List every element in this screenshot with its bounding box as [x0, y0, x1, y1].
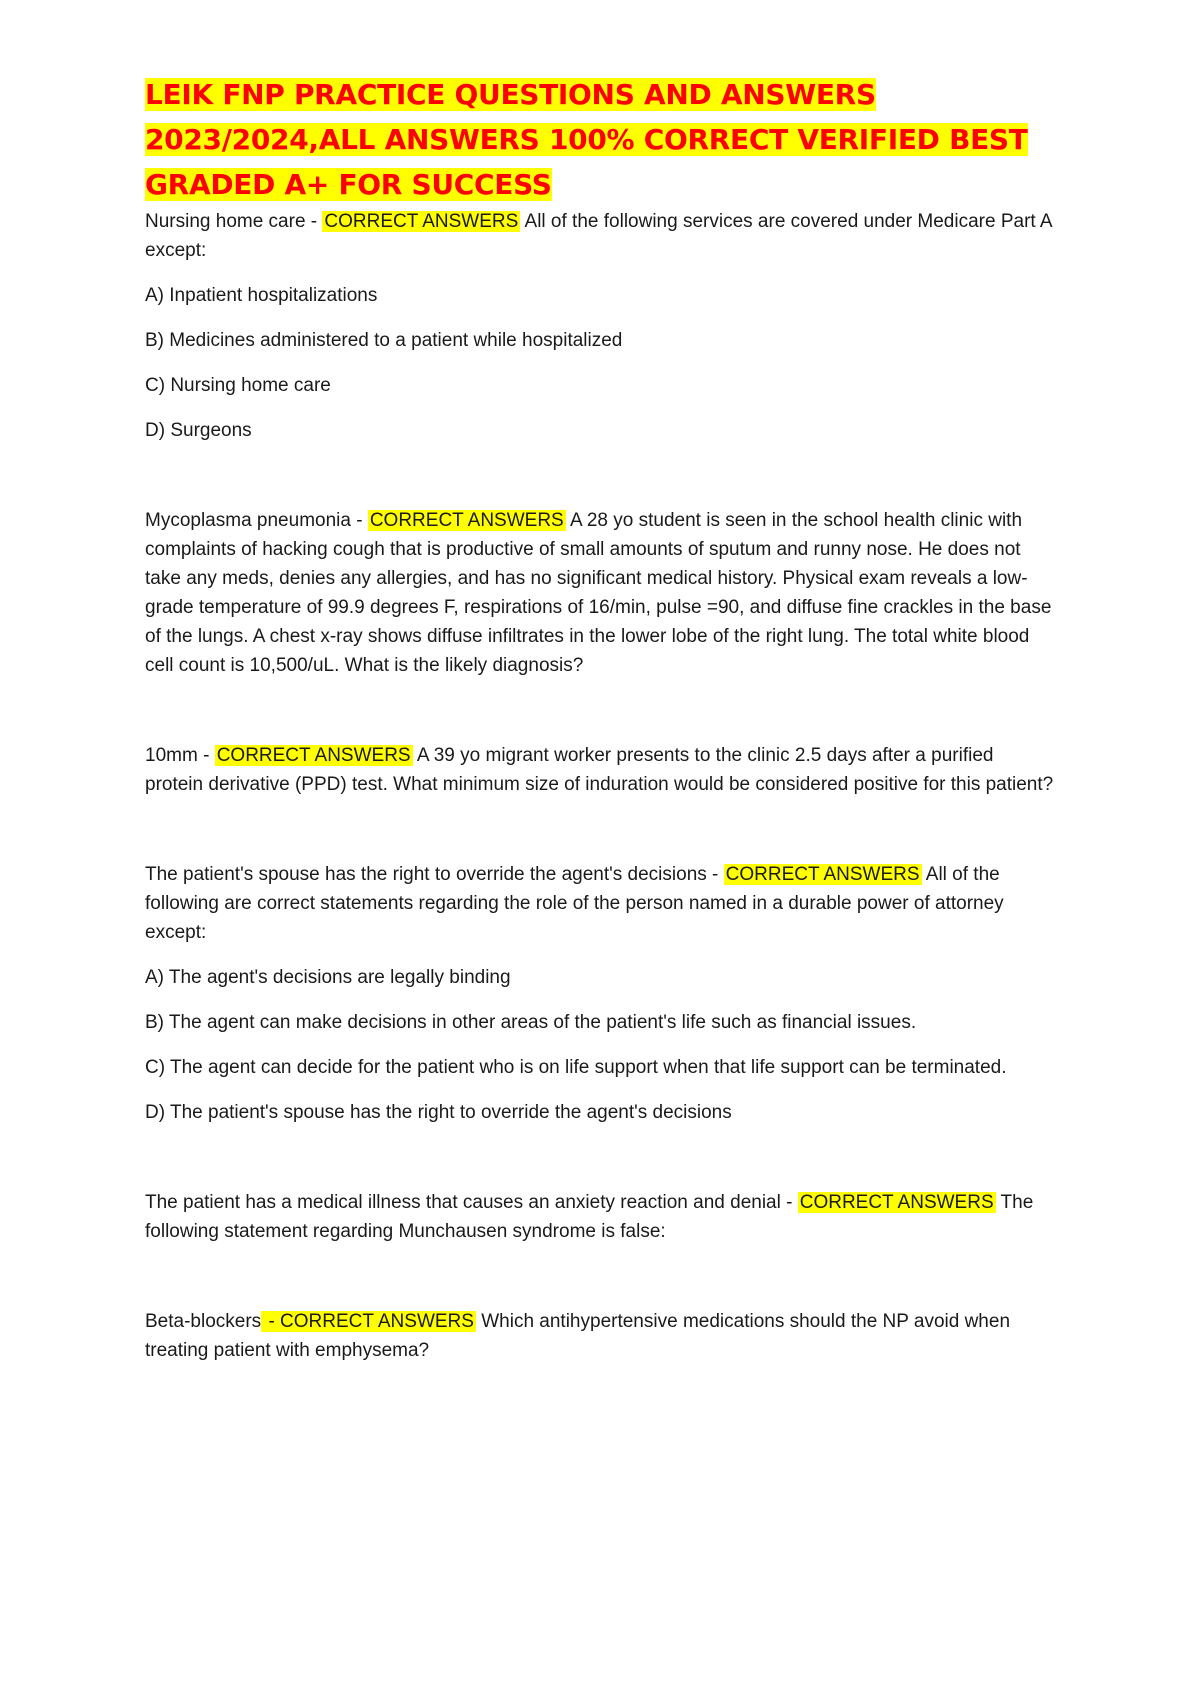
correct-answers-tag: CORRECT ANSWERS — [216, 745, 411, 766]
qa-item-1 — [145, 207, 1055, 265]
question-text: The following statement regarding Munchausen syndrome is false: — [145, 1192, 1034, 1242]
qa-item-4 — [145, 860, 1055, 947]
qa-item-5 — [145, 1188, 1055, 1246]
question-text: All of the following are correct statements regarding the role of the person named in a durable power of attorney except: — [145, 864, 1004, 943]
answer-text: Beta-blockers — [145, 1311, 262, 1332]
correct-answers-tag: CORRECT ANSWERS — [799, 1192, 994, 1213]
question-text: Which antihypertensive medications should the NP avoid when treating patient with emphysema? — [145, 1311, 1011, 1361]
qa-item-6 — [145, 1307, 1055, 1365]
option-a: A) Inpatient hospitalizations — [145, 285, 378, 306]
option-b: B) Medicines administered to a patient while hospitalized — [145, 330, 623, 351]
document-content — [145, 72, 1055, 1365]
question-text: A 28 yo student is seen in the school health clinic with complaints of hacking cough that is productive of small amounts of sputum and runny nose. He does not take any meds, denies any allergies, and has no significant medical history. Physical exam reveals a low-grade temperature of 99.9 degrees F, respirations of 16/min, pulse =90, and diffuse fine crackles in the base of the lungs. A chest x-ray shows diffuse infiltrates in the lower lobe of the right lung. The total white blood cell count is 10,500/uL. What is the likely diagnosis? — [145, 510, 1052, 676]
correct-answers-tag: CORRECT ANSWERS — [324, 211, 519, 232]
question-text: A 39 yo migrant worker presents to the clinic 2.5 days after a purified protein derivative (PPD) test. What minimum size of induration would be considered positive for this patient? — [145, 745, 1054, 795]
answer-text: 10mm - — [145, 745, 215, 766]
document-title — [145, 72, 1055, 207]
correct-answers-tag: CORRECT ANSWERS — [725, 864, 920, 885]
answer-text: Mycoplasma pneumonia - — [145, 510, 368, 531]
title-highlight: LEIK FNP PRACTICE QUESTIONS AND ANSWERS 2023/2024,ALL ANSWERS 100% CORRECT VERIFIED BEST GRADED A+ FOR SUCCESS — [145, 78, 1028, 201]
option-d: D) Surgeons — [145, 420, 252, 441]
question-text: All of the following services are covered under Medicare Part A except: — [145, 211, 1052, 261]
option-c: C) Nursing home care — [145, 375, 331, 396]
answer-text: Nursing home care - — [145, 211, 323, 232]
option-d: D) The patient's spouse has the right to override the agent's decisions — [145, 1102, 732, 1123]
option-b: B) The agent can make decisions in other areas of the patient's life such as financial issues. — [145, 1012, 917, 1033]
option-a: A) The agent's decisions are legally binding — [145, 967, 511, 988]
answer-text: The patient's spouse has the right to override the agent's decisions - — [145, 864, 724, 885]
option-c: C) The agent can decide for the patient who is on life support when that life support can be terminated. — [145, 1057, 1007, 1078]
correct-answers-tag: CORRECT ANSWERS — [369, 510, 564, 531]
answer-text: The patient has a medical illness that causes an anxiety reaction and denial - — [145, 1192, 798, 1213]
correct-answers-tag: - CORRECT ANSWERS — [263, 1311, 474, 1332]
qa-item-3 — [145, 741, 1055, 799]
qa-item-2 — [145, 506, 1055, 680]
